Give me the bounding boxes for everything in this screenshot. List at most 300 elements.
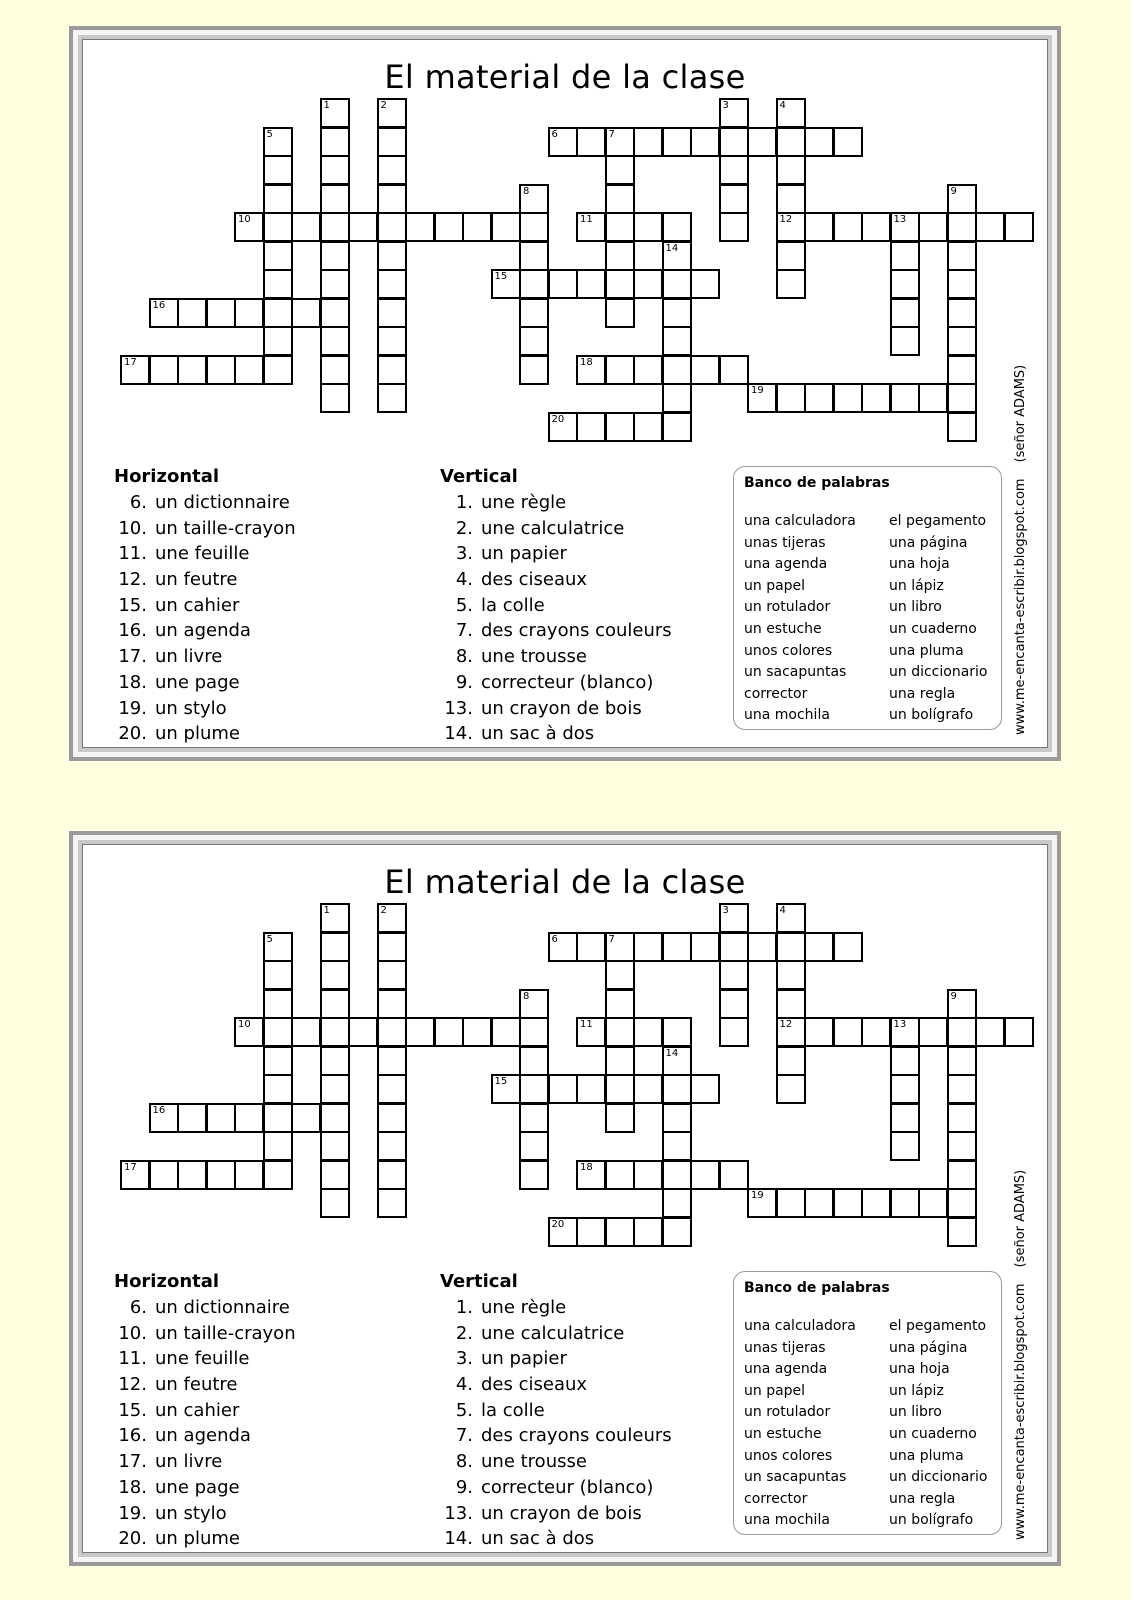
crossword-cell[interactable] [576, 127, 606, 157]
clue-text: des ciseaux [481, 1374, 588, 1396]
crossword-cell[interactable] [291, 1017, 321, 1047]
crossword-cell[interactable] [377, 127, 407, 157]
crossword-cell[interactable] [320, 960, 350, 990]
crossword-cell[interactable] [491, 1074, 521, 1104]
crossword-cell[interactable] [861, 212, 891, 242]
crossword-cell[interactable] [861, 1017, 891, 1047]
crossword-cell[interactable] [947, 326, 977, 356]
crossword-cell[interactable] [719, 155, 749, 185]
clue-number: 20. [118, 723, 147, 745]
crossword-cell[interactable] [662, 1103, 692, 1133]
crossword-cell[interactable] [548, 1217, 578, 1247]
crossword-cell[interactable] [377, 155, 407, 185]
crossword-cell[interactable] [804, 383, 834, 413]
clue-number-label: 19 [751, 385, 764, 396]
crossword-cell[interactable] [633, 1074, 663, 1104]
crossword-cell[interactable] [719, 355, 749, 385]
crossword-cell[interactable] [662, 127, 692, 157]
crossword-cell[interactable] [890, 1103, 920, 1133]
crossword-cell[interactable] [548, 412, 578, 442]
crossword-cell[interactable] [719, 184, 749, 214]
crossword-cell[interactable] [519, 269, 549, 299]
crossword-cell[interactable] [890, 269, 920, 299]
crossword-cell[interactable] [519, 1017, 549, 1047]
crossword-cell[interactable] [776, 98, 806, 128]
crossword-cell[interactable] [662, 1131, 692, 1161]
crossword-cell[interactable] [776, 241, 806, 271]
crossword-cell[interactable] [462, 212, 492, 242]
crossword-cell[interactable] [320, 269, 350, 299]
clue-item [114, 1295, 296, 1321]
crossword-cell[interactable] [633, 932, 663, 962]
clue-text: une règle [481, 1297, 567, 1318]
crossword-cell[interactable] [947, 989, 977, 1019]
crossword-cell[interactable] [890, 1017, 920, 1047]
crossword-cell[interactable] [662, 1046, 692, 1076]
crossword-cell[interactable] [690, 127, 720, 157]
crossword-cell[interactable] [263, 326, 293, 356]
crossword-cell[interactable] [234, 355, 264, 385]
crossword-cell[interactable] [519, 1074, 549, 1104]
crossword-cell[interactable] [605, 1074, 635, 1104]
crossword-cell[interactable] [918, 1017, 948, 1047]
crossword-cell[interactable] [861, 1188, 891, 1218]
crossword-cell[interactable] [890, 1131, 920, 1161]
crossword-cell[interactable] [605, 1046, 635, 1076]
word-bank-item: un rotulador [744, 1404, 831, 1421]
clue-number: 2. [455, 517, 473, 539]
crossword-cell[interactable] [662, 1217, 692, 1247]
crossword-cell[interactable] [804, 1188, 834, 1218]
crossword-cell[interactable] [263, 212, 293, 242]
crossword-cell[interactable] [263, 1103, 293, 1133]
crossword-cell[interactable] [576, 355, 606, 385]
crossword-cell[interactable] [690, 355, 720, 385]
crossword-cell[interactable] [291, 212, 321, 242]
crossword-cell[interactable] [918, 383, 948, 413]
crossword-cell[interactable] [405, 1017, 435, 1047]
crossword-cell[interactable] [576, 1217, 606, 1247]
crossword-cell[interactable] [719, 1160, 749, 1190]
crossword-cell[interactable] [776, 127, 806, 157]
crossword-cell[interactable] [605, 241, 635, 271]
crossword-cell[interactable] [377, 1046, 407, 1076]
clue-text: un crayon de bois [481, 1502, 642, 1524]
crossword-cell[interactable] [747, 383, 777, 413]
crossword-cell[interactable] [149, 298, 179, 328]
crossword-cell[interactable] [918, 212, 948, 242]
crossword-cell[interactable] [149, 355, 179, 385]
crossword-cell[interactable] [519, 1160, 549, 1190]
crossword-cell[interactable] [377, 269, 407, 299]
crossword-cell[interactable] [263, 355, 293, 385]
crossword-cell[interactable] [491, 269, 521, 299]
crossword-cell[interactable] [747, 932, 777, 962]
crossword-cell[interactable] [605, 989, 635, 1019]
crossword-cell[interactable] [605, 1017, 635, 1047]
crossword-cell[interactable] [377, 298, 407, 328]
crossword-cell[interactable] [263, 269, 293, 299]
crossword-cell[interactable] [719, 1017, 749, 1047]
crossword-cell[interactable] [833, 1188, 863, 1218]
crossword-cell[interactable] [177, 298, 207, 328]
clue-text: un papier [481, 543, 567, 565]
crossword-cell[interactable] [320, 989, 350, 1019]
crossword-cell[interactable] [662, 269, 692, 299]
crossword-cell[interactable] [576, 1017, 606, 1047]
clue-number-label: 2 [380, 100, 387, 111]
word-bank-title: Banco de palabras [744, 475, 890, 491]
crossword-cell[interactable] [377, 1017, 407, 1047]
crossword-cell[interactable] [804, 212, 834, 242]
crossword-cell[interactable] [320, 1103, 350, 1133]
clue-text: la colle [481, 1399, 545, 1421]
crossword-cell[interactable] [918, 1188, 948, 1218]
crossword-cell[interactable] [890, 1074, 920, 1104]
crossword-cell[interactable] [177, 355, 207, 385]
clue-item [440, 490, 672, 516]
crossword-cell[interactable] [320, 212, 350, 242]
crossword-cell[interactable] [320, 355, 350, 385]
crossword-cell[interactable] [320, 155, 350, 185]
crossword-cell[interactable] [149, 1103, 179, 1133]
crossword-cell[interactable] [263, 298, 293, 328]
crossword-cell[interactable] [633, 212, 663, 242]
crossword-cell[interactable] [177, 1103, 207, 1133]
crossword-cell[interactable] [947, 241, 977, 271]
crossword-cell[interactable] [719, 127, 749, 157]
crossword-cell[interactable] [662, 932, 692, 962]
crossword-cell[interactable] [348, 1017, 378, 1047]
crossword-cell[interactable] [263, 960, 293, 990]
crossword-cell[interactable] [719, 932, 749, 962]
crossword-cell[interactable] [605, 932, 635, 962]
clue-number: 1. [455, 1297, 473, 1318]
crossword-cell[interactable] [662, 326, 692, 356]
crossword-cell[interactable] [1004, 212, 1034, 242]
crossword-cell[interactable] [348, 212, 378, 242]
clue-text: un taille-crayon [155, 517, 296, 539]
crossword-cell[interactable] [519, 298, 549, 328]
crossword-cell[interactable] [947, 1217, 977, 1247]
crossword-cell[interactable] [377, 960, 407, 990]
crossword-cell[interactable] [947, 184, 977, 214]
crossword-cell[interactable] [377, 1160, 407, 1190]
crossword-cell[interactable] [861, 383, 891, 413]
crossword-cell[interactable] [633, 355, 663, 385]
crossword-cell[interactable] [690, 1074, 720, 1104]
clue-text: un agenda [155, 1425, 251, 1447]
crossword-cell[interactable] [234, 298, 264, 328]
crossword-cell[interactable] [263, 184, 293, 214]
crossword-cell[interactable] [776, 1074, 806, 1104]
crossword-cell[interactable] [833, 1017, 863, 1047]
crossword-cell[interactable] [804, 1017, 834, 1047]
crossword-cell[interactable] [519, 1046, 549, 1076]
crossword-cell[interactable] [377, 1074, 407, 1104]
crossword-cell[interactable] [833, 932, 863, 962]
crossword-cell[interactable] [263, 1046, 293, 1076]
crossword-cell[interactable] [776, 1017, 806, 1047]
crossword-cell[interactable] [833, 383, 863, 413]
crossword-cell[interactable] [548, 1074, 578, 1104]
crossword-cell[interactable] [947, 269, 977, 299]
crossword-cell[interactable] [605, 184, 635, 214]
crossword-cell[interactable] [776, 269, 806, 299]
crossword-cell[interactable] [576, 932, 606, 962]
crossword-cell[interactable] [719, 960, 749, 990]
crossword-cell[interactable] [776, 212, 806, 242]
crossword-cell[interactable] [263, 241, 293, 271]
crossword-cell[interactable] [434, 1017, 464, 1047]
clue-text: un livre [155, 646, 223, 668]
crossword-cell[interactable] [776, 1188, 806, 1218]
crossword-cell[interactable] [320, 1131, 350, 1161]
crossword-cell[interactable] [234, 212, 264, 242]
crossword-cell[interactable] [434, 212, 464, 242]
crossword-cell[interactable] [605, 155, 635, 185]
crossword-cell[interactable] [377, 212, 407, 242]
crossword-cell[interactable] [776, 960, 806, 990]
word-bank-item: un rotulador [744, 599, 831, 616]
clue-text: une calculatrice [481, 517, 625, 539]
crossword-cell[interactable] [548, 269, 578, 299]
crossword-cell[interactable] [491, 1017, 521, 1047]
crossword-cell[interactable] [320, 932, 350, 962]
crossword-cell[interactable] [149, 1160, 179, 1190]
crossword-cell[interactable] [320, 1188, 350, 1218]
crossword-cell[interactable] [320, 184, 350, 214]
crossword-cell[interactable] [690, 1160, 720, 1190]
crossword-cell[interactable] [291, 298, 321, 328]
crossword-cell[interactable] [605, 212, 635, 242]
crossword-cell[interactable] [804, 932, 834, 962]
crossword-cell[interactable] [462, 1017, 492, 1047]
crossword-cell[interactable] [206, 298, 236, 328]
crossword-cell[interactable] [662, 412, 692, 442]
crossword-cell[interactable] [576, 412, 606, 442]
crossword-cell[interactable] [263, 1017, 293, 1047]
crossword-cell[interactable] [605, 298, 635, 328]
crossword-cell[interactable] [662, 1188, 692, 1218]
crossword-cell[interactable] [776, 1046, 806, 1076]
crossword-cell[interactable] [719, 98, 749, 128]
crossword-cell[interactable] [206, 1103, 236, 1133]
crossword-cell[interactable] [377, 1103, 407, 1133]
clue-number-label: 19 [751, 1190, 764, 1201]
crossword-cell[interactable] [605, 960, 635, 990]
crossword-cell[interactable] [890, 241, 920, 271]
crossword-cell[interactable] [519, 1131, 549, 1161]
crossword-cell[interactable] [605, 1103, 635, 1133]
crossword-cell[interactable] [947, 212, 977, 242]
crossword-cell[interactable] [833, 212, 863, 242]
crossword-cell[interactable] [263, 1074, 293, 1104]
vertical-heading: Vertical [440, 466, 518, 487]
crossword-cell[interactable] [747, 127, 777, 157]
crossword-cell[interactable] [320, 903, 350, 933]
clue-text: la colle [481, 594, 545, 616]
crossword-cell[interactable] [576, 1074, 606, 1104]
crossword-cell[interactable] [377, 989, 407, 1019]
crossword-cell[interactable] [605, 1217, 635, 1247]
crossword-cell[interactable] [377, 932, 407, 962]
crossword-cell[interactable] [377, 1131, 407, 1161]
crossword-cell[interactable] [719, 989, 749, 1019]
clue-number-label: 7 [608, 128, 615, 140]
crossword-cell[interactable] [947, 1160, 977, 1190]
crossword-cell[interactable] [519, 355, 549, 385]
crossword-cell[interactable] [263, 155, 293, 185]
crossword-cell[interactable] [576, 212, 606, 242]
crossword-cell[interactable] [405, 212, 435, 242]
crossword-cell[interactable] [747, 1188, 777, 1218]
crossword-cell[interactable] [633, 1017, 663, 1047]
crossword-cell[interactable] [662, 1017, 692, 1047]
crossword-cell[interactable] [947, 1188, 977, 1218]
crossword-cell[interactable] [662, 383, 692, 413]
clue-item [114, 490, 296, 516]
clue-number: 13. [444, 697, 473, 719]
crossword-cell[interactable] [947, 355, 977, 385]
crossword-cell[interactable] [947, 412, 977, 442]
crossword-cell[interactable] [776, 155, 806, 185]
crossword-cell[interactable] [377, 903, 407, 933]
crossword-cell[interactable] [947, 1103, 977, 1133]
crossword-cell[interactable] [320, 127, 350, 157]
crossword-cell[interactable] [234, 1103, 264, 1133]
crossword-cell[interactable] [662, 298, 692, 328]
crossword-cell[interactable] [633, 1160, 663, 1190]
crossword-cell[interactable] [662, 1074, 692, 1104]
crossword-cell[interactable] [320, 1046, 350, 1076]
crossword-cell[interactable] [947, 1046, 977, 1076]
crossword-cell[interactable] [120, 1160, 150, 1190]
clue-item [440, 1423, 672, 1449]
clue-item [114, 567, 296, 593]
crossword-cell[interactable] [377, 326, 407, 356]
crossword-cell[interactable] [377, 1188, 407, 1218]
crossword-cell[interactable] [947, 1017, 977, 1047]
clue-number: 1. [455, 492, 473, 513]
crossword-cell[interactable] [719, 903, 749, 933]
crossword-cell[interactable] [377, 241, 407, 271]
crossword-cell[interactable] [776, 989, 806, 1019]
crossword-cell[interactable] [890, 383, 920, 413]
crossword-cell[interactable] [662, 212, 692, 242]
crossword-cell[interactable] [263, 127, 293, 157]
crossword-cell[interactable] [263, 1131, 293, 1161]
crossword-cell[interactable] [633, 269, 663, 299]
crossword-cell[interactable] [377, 383, 407, 413]
crossword-cell[interactable] [890, 212, 920, 242]
crossword-cell[interactable] [234, 1160, 264, 1190]
crossword-cell[interactable] [320, 1074, 350, 1104]
crossword-cell[interactable] [662, 1160, 692, 1190]
crossword-cell[interactable] [263, 932, 293, 962]
crossword-cell[interactable] [519, 212, 549, 242]
crossword-cell[interactable] [975, 212, 1005, 242]
crossword-cell[interactable] [548, 932, 578, 962]
crossword-cell[interactable] [776, 932, 806, 962]
crossword-cell[interactable] [491, 212, 521, 242]
crossword-cell[interactable] [890, 326, 920, 356]
crossword-cell[interactable] [605, 412, 635, 442]
crossword-cell[interactable] [776, 184, 806, 214]
clue-item [114, 670, 296, 696]
crossword-cell[interactable] [719, 212, 749, 242]
crossword-cell[interactable] [377, 98, 407, 128]
crossword-cell[interactable] [120, 355, 150, 385]
blog-url: www.me-encanta-escribir.blogspot.com [1013, 478, 1028, 735]
crossword-cell[interactable] [519, 326, 549, 356]
crossword-cell[interactable] [548, 127, 578, 157]
crossword-cell[interactable] [947, 383, 977, 413]
crossword-cell[interactable] [633, 127, 663, 157]
crossword-cell[interactable] [947, 1074, 977, 1104]
crossword-cell[interactable] [263, 1160, 293, 1190]
crossword-cell[interactable] [320, 98, 350, 128]
word-bank-item: unos colores [744, 1447, 833, 1464]
crossword-cell[interactable] [890, 1188, 920, 1218]
clue-number: 12. [118, 1374, 147, 1396]
crossword-cell[interactable] [605, 269, 635, 299]
crossword-cell[interactable] [320, 241, 350, 271]
crossword-cell[interactable] [377, 355, 407, 385]
crossword-cell[interactable] [1004, 1017, 1034, 1047]
crossword-cell[interactable] [206, 1160, 236, 1190]
crossword-cell[interactable] [320, 383, 350, 413]
crossword-cell[interactable] [690, 269, 720, 299]
crossword-cell[interactable] [206, 355, 236, 385]
crossword-cell[interactable] [263, 989, 293, 1019]
crossword-cell[interactable] [776, 903, 806, 933]
crossword-cell[interactable] [975, 1017, 1005, 1047]
crossword-cell[interactable] [633, 1217, 663, 1247]
crossword-cell[interactable] [320, 1017, 350, 1047]
crossword-cell[interactable] [320, 1160, 350, 1190]
crossword-cell[interactable] [291, 1103, 321, 1133]
crossword-cell[interactable] [576, 1160, 606, 1190]
crossword-cell[interactable] [662, 355, 692, 385]
crossword-cell[interactable] [177, 1160, 207, 1190]
crossword-cell[interactable] [605, 127, 635, 157]
crossword-cell[interactable] [890, 1046, 920, 1076]
crossword-cell[interactable] [605, 355, 635, 385]
crossword-cell[interactable] [804, 127, 834, 157]
crossword-cell[interactable] [519, 1103, 549, 1133]
clue-item [440, 1295, 672, 1321]
crossword-cell[interactable] [576, 269, 606, 299]
crossword-cell[interactable] [320, 326, 350, 356]
crossword-cell[interactable] [947, 298, 977, 328]
crossword-cell[interactable] [690, 932, 720, 962]
crossword-cell[interactable] [633, 412, 663, 442]
crossword-cell[interactable] [662, 241, 692, 271]
clue-item [440, 567, 672, 593]
crossword-cell[interactable] [947, 1131, 977, 1161]
crossword-cell[interactable] [320, 298, 350, 328]
crossword-cell[interactable] [605, 1160, 635, 1190]
crossword-cell[interactable] [234, 1017, 264, 1047]
crossword-cell[interactable] [519, 989, 549, 1019]
crossword-cell[interactable] [890, 298, 920, 328]
crossword-cell[interactable] [377, 184, 407, 214]
crossword-cell[interactable] [833, 127, 863, 157]
crossword-cell[interactable] [776, 383, 806, 413]
crossword-cell[interactable] [519, 184, 549, 214]
crossword-cell[interactable] [519, 241, 549, 271]
